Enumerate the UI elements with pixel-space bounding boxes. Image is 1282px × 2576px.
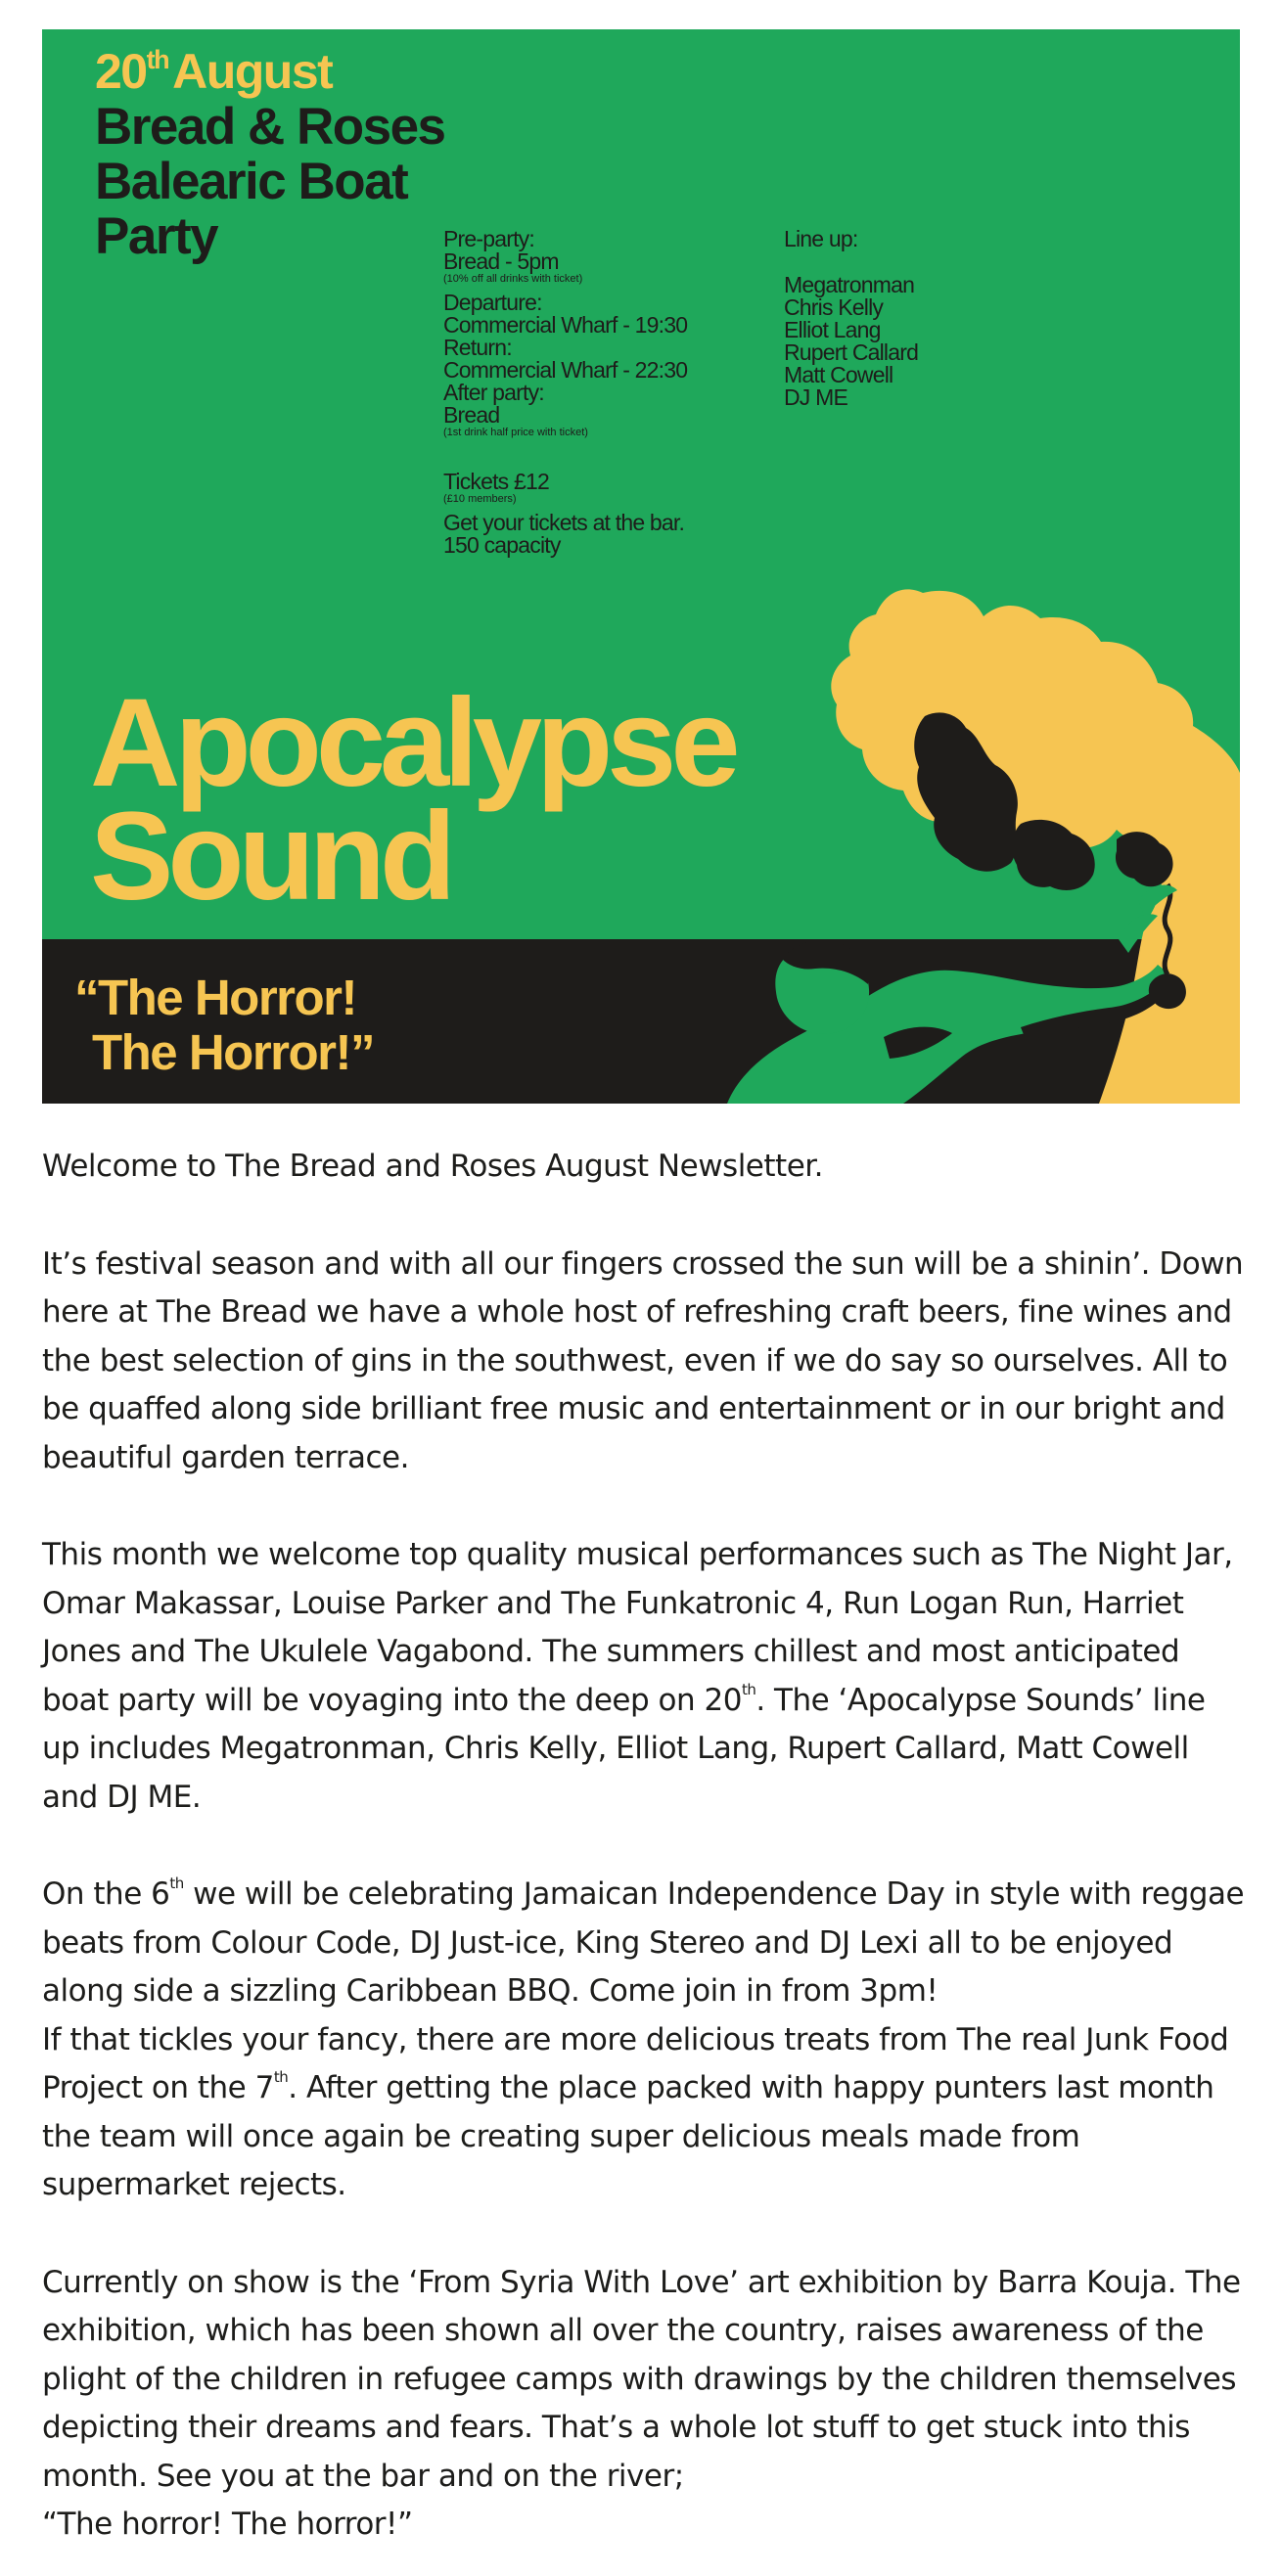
festival-paragraph: It’s festival season and with all our fingers crossed the sun will be a shinin’. Down here at The Bread we have a whole host of refreshing craft beers, fine wines and the best selection of gins in the southwest, even if we do say so ourselves. All to be quaffed along side brilliant free music and entertainment or in our bright and beautiful garden terrace. [42,1245,1244,1475]
after-party-note: (1st drink half price with ticket) [443,427,588,438]
poster-title-line: Party [95,207,218,265]
ordinal-suffix: th [169,1875,184,1892]
pre-party-label: Pre-party: [443,226,534,251]
lineup-artist: Chris Kelly [784,294,884,320]
date-suffix: th [146,45,169,74]
date-month: August [172,44,333,99]
lineup-artist: DJ ME [784,384,848,410]
music-text: This month we welcome top quality musical performances such as The Night Jar, Omar Makassar, Louise Parker and The Funkatronic 4, Run Logan Run, Harriet Jones and The Ukulele Vagabond. The summers chillest and most anticipated boat party will be voyaging into the deep on 20 [42,1537,1233,1718]
lineup-artist: Rupert Callard [784,339,919,365]
poster-event-details [443,228,687,557]
events-text: If that tickles your fancy, there are more delicious treats from The real Junk Food Project on the 7 [42,2021,1229,2105]
events-text: we will be celebrating Jamaican Independence Day in style with reggae beats from Colour Code, DJ Just-ice, King Stereo and DJ Lexi all to be enjoyed along side a sizzling Caribbean BBQ. Come join in from 3pm! [42,1876,1245,2009]
intro-paragraph: Welcome to The Bread and Roses August Newsletter. [42,1149,824,1184]
events-text: . After getting the place packed with happy punters last month the team will once again be creating super delicious meals made from supermarket rejects. [42,2070,1214,2202]
get-tickets-text: Get your tickets at the bar. [443,510,685,535]
return-label: Return: [443,335,512,360]
ordinal-suffix: th [741,1680,756,1698]
pre-party-note: (10% off all drinks with ticket) [443,273,583,285]
lineup-label: Line up: [784,226,858,251]
departure-label: Departure: [443,290,542,315]
lineup-artist: Megatronman [784,272,915,297]
closing-quote: “The horror! The horror!” [42,2507,413,2542]
quote-line: The Horror!” [92,1024,374,1080]
music-paragraph [42,1531,1246,1822]
return-value: Commercial Wharf - 22:30 [443,357,688,383]
headline-line: Sound [90,787,451,926]
departure-value: Commercial Wharf - 19:30 [443,312,688,338]
poster-quote [74,971,374,1080]
newsletter-body [42,1143,1246,2550]
after-party-label: After party: [443,380,544,405]
poster-headline [90,673,735,926]
poster-title-line: Bread & Roses [95,98,445,156]
date-day: 20 [95,44,147,99]
lineup-artist: Matt Cowell [784,362,893,387]
tickets-note: (£10 members) [443,493,517,505]
tickets-price: Tickets £12 [443,469,549,494]
poster-date [95,43,332,100]
poster-lineup [784,228,918,409]
music-text: . The ‘Apocalypse Sounds’ line up includes Megatronman, Chris Kelly, Elliot Lang, Rupert Callard, Matt Cowell and DJ ME. [42,1682,1206,1815]
event-poster [42,29,1240,1104]
events-text: On the 6 [42,1876,170,1912]
events-paragraph [42,1871,1246,2210]
exhibition-paragraph [42,2259,1246,2550]
ordinal-suffix: th [273,2068,289,2086]
lineup-artist: Elliot Lang [784,317,881,342]
exhibition-text: Currently on show is the ‘From Syria With Love’ art exhibition by Barra Kouja. The exhibition, which has been shown all over the country, raises awareness of the plight of the children in refugee camps with drawings by the children themselves depicting their dreams and fears. That’s a whole lot stuff to get stuck into this month. See you at the bar and on the river; [42,2264,1241,2494]
headline-line: Apocalypse [90,673,735,813]
capacity-text: 150 capacity [443,532,561,558]
after-party-value: Bread [443,402,500,428]
quote-line: “The Horror! [74,970,356,1025]
poster-title-line: Balearic Boat [95,153,408,210]
pre-party-value: Bread - 5pm [443,249,559,274]
